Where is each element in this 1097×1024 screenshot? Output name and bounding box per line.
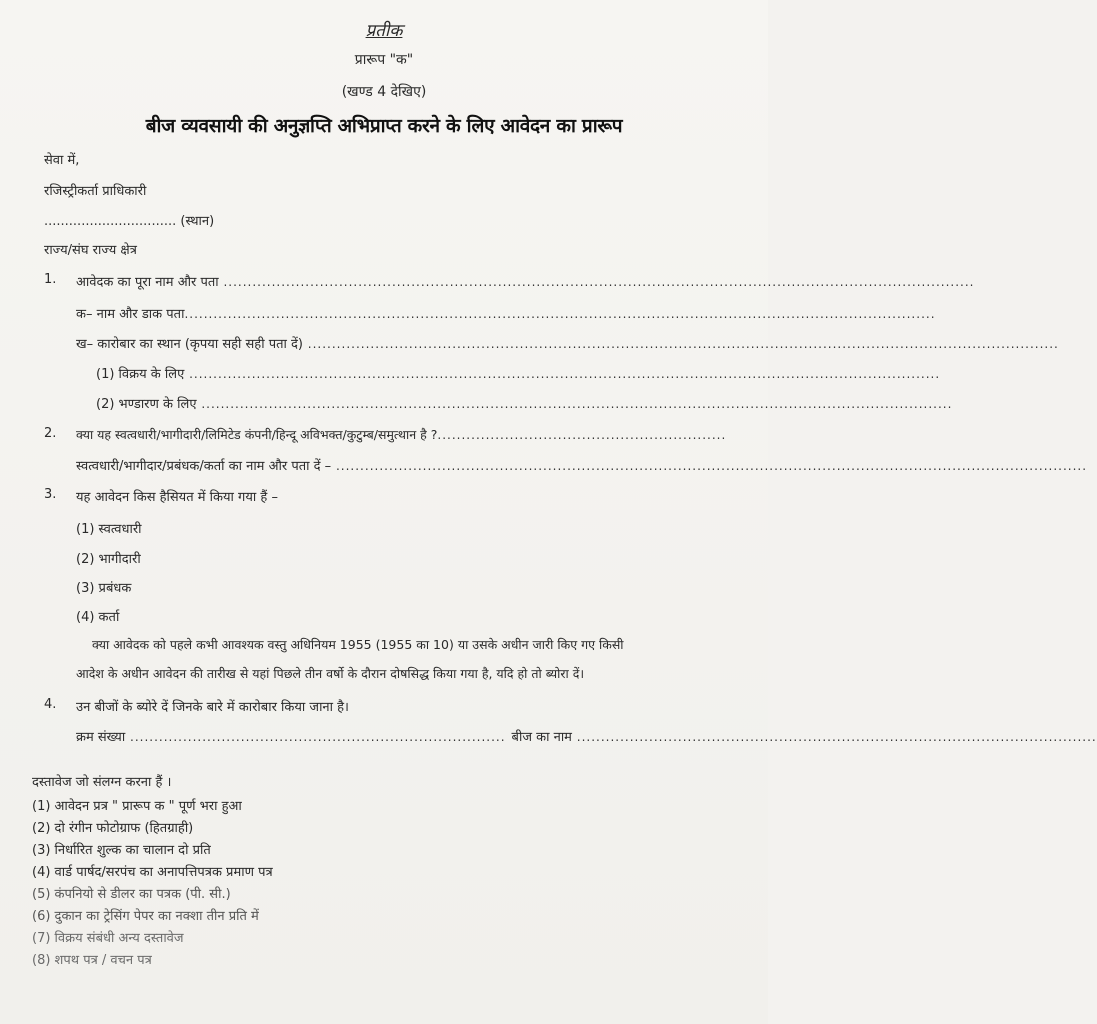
q1a-row — [76, 304, 936, 322]
q3-number: 3. — [44, 487, 57, 502]
q1a-label: क– नाम और डाक पता — [76, 307, 185, 322]
q3-paragraph-line-2: आदेश के अधीन आवेदन की तारीख से यहां पिछले तीन वर्षो के दौरान दोषसिद्ध किया गया है, यदि हो तो ब्योरा दें। — [76, 666, 585, 681]
document-item: (2) दो रंगीन फोटोग्राफ (हितग्राही) — [32, 821, 194, 836]
q1-row — [76, 272, 975, 290]
serial-fill-line: .............................................................................. — [125, 730, 506, 744]
q1b-fill-line: ............................................................................................................................................................ — [302, 337, 1059, 351]
q1b2-fill-line: ............................................................................................................................................................ — [196, 397, 953, 411]
q1b-label: ख– कारोबार का स्थान (कृपया सही सही पता दें) — [76, 337, 303, 352]
q1b-row — [76, 334, 1059, 352]
q1b2-label: (2) भण्डारण के लिए — [96, 397, 197, 412]
q2-sub-row — [76, 456, 1088, 474]
serial-number-label: क्रम संख्या — [76, 730, 126, 745]
place-dots: ................................ — [44, 214, 177, 229]
q2-sub-fill-line: ............................................................................................................................................................ — [331, 459, 1088, 473]
q3-paragraph-line-1: क्या आवेदक को पहले कभी आवश्यक वस्तु अधिनियम 1955 (1955 का 10) या उसके अधीन जारी किए गए किसी — [92, 637, 624, 652]
document-item: (3) निर्धारित शुल्क का चालान दो प्रति — [32, 843, 211, 858]
section-reference: (खण्ड 4 देखिए) — [341, 84, 427, 100]
q3-option-3: (3) प्रबंधक — [76, 581, 132, 596]
q2-sub-label: स्वत्वधारी/भागीदार/प्रबंधक/कर्ता का नाम और पता दें – — [76, 459, 332, 474]
place-line — [44, 211, 214, 229]
q2-row — [76, 426, 727, 443]
q1a-fill-line: ............................................................................................................................................................ — [184, 307, 936, 321]
q3-option-1: (1) स्वत्वधारी — [76, 522, 142, 537]
document-item: (8) शपथ पत्र / वचन पत्र — [32, 953, 152, 968]
q1-fill-line: ............................................................................................................................................................ — [218, 275, 975, 289]
form-title: प्रतीक — [365, 21, 403, 41]
q3-option-4: (4) कर्ता — [76, 610, 120, 625]
q1b1-label: (1) विक्रय के लिए — [96, 367, 185, 382]
q2-label: क्या यह स्वत्वधारी/भागीदारी/लिमिटेड कंपनी/हिन्दू अविभक्त/कुटुम्ब/समुत्थान है ? — [76, 427, 438, 442]
document-item: (7) विक्रय संबंधी अन्य दस्तावेज — [32, 931, 184, 946]
q1-label: आवेदक का पूरा नाम और पता — [76, 275, 219, 290]
q2-fill-line: ............................................................ — [437, 428, 727, 442]
q1b1-row — [96, 364, 941, 382]
q3-label: यह आवेदन किस हैसियत में किया गया हैं – — [76, 490, 278, 505]
authority-label: रजिस्ट्रीकर्ता प्राधिकारी — [44, 184, 147, 199]
q1b1-fill-line: ............................................................................................................................................................ — [184, 367, 941, 381]
document-item: (6) दुकान का ट्रेसिंग पेपर का नक्शा तीन प्रति में — [32, 909, 259, 924]
seed-name-label: बीज का नाम — [511, 730, 572, 745]
document-item: (5) कंपनियो से डीलर का पत्रक (पी. सी.) — [32, 887, 231, 902]
seed-fill-line: ............................................................................................................ — [571, 730, 1097, 744]
q2-number: 2. — [44, 426, 57, 441]
q1-number: 1. — [44, 272, 57, 287]
q1b2-row — [96, 394, 953, 412]
place-label: (स्थान) — [180, 214, 215, 229]
form-heading: बीज व्यवसायी की अनुज्ञप्ति अभिप्राप्त करने के लिए आवेदन का प्रारूप — [145, 115, 623, 137]
form-name: प्रारूप "क" — [354, 52, 414, 68]
documents-title: दस्तावेज जो संलग्न करना हैं । — [32, 775, 172, 790]
salutation: सेवा में, — [44, 153, 80, 168]
q3-option-2: (2) भागीदारी — [76, 552, 141, 567]
document-item: (4) वार्ड पार्षद/सरपंच का अनापत्तिपत्रक प्रमाण पत्र — [32, 865, 273, 880]
state-label: राज्य/संघ राज्य क्षेत्र — [44, 243, 137, 258]
q4-number: 4. — [44, 697, 57, 712]
q4-label: उन बीजों के ब्योरे दें जिनके बारे में कारोबार किया जाना है। — [76, 700, 349, 715]
document-item: (1) आवेदन प्रत्र " प्रारूप क " पूर्ण भरा हुआ — [32, 799, 242, 814]
q4-table-row — [76, 727, 1097, 745]
